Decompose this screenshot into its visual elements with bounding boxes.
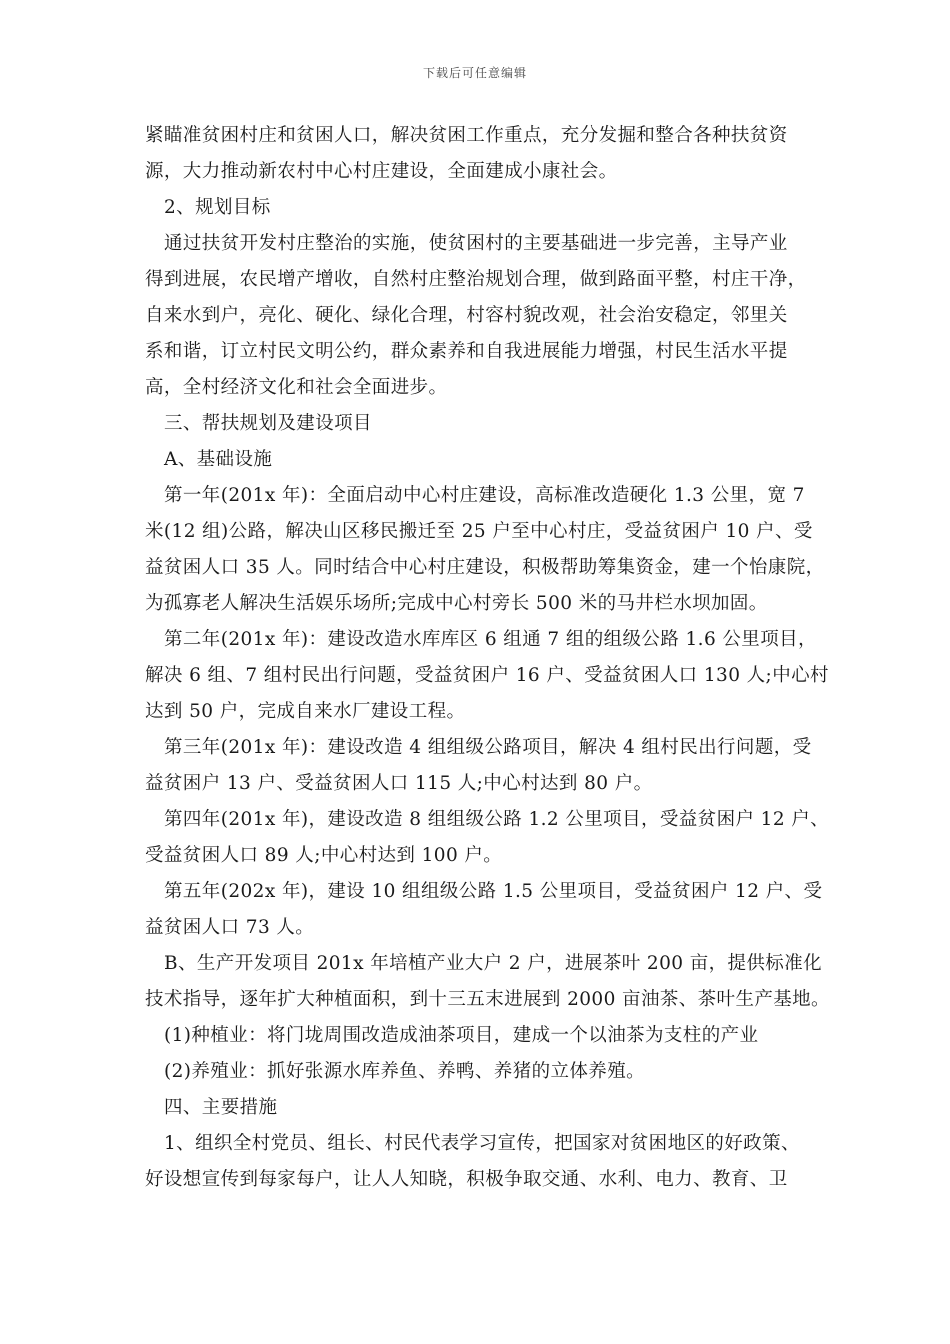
text-line: A、基础设施 — [164, 449, 273, 470]
text-line: 为孤寡老人解决生活娱乐场所;完成中心村旁长 500 米的马井栏水坝加固。 — [145, 593, 768, 614]
text-line: 解决 6 组、7 组村民出行问题，受益贫困户 16 户、受益贫困人口 130 人;中心村 — [145, 665, 829, 686]
text-line: 好设想宣传到每家每户，让人人知晓，积极争取交通、水利、电力、教育、卫 — [145, 1169, 788, 1190]
text-line: 益贫困人口 73 人。 — [145, 917, 315, 938]
text-line: 米(12 组)公路，解决山区移民搬迁至 25 户至中心村庄，受益贫困户 10 户、受 — [145, 521, 813, 542]
text-line: (2)养殖业：抓好张源水库养鱼、养鸭、养猪的立体养殖。 — [164, 1061, 646, 1082]
text-line: (1)种植业：将门垅周围改造成油茶项目，建成一个以油茶为支柱的产业 — [164, 1025, 759, 1046]
text-line: 自来水到户，亮化、硬化、绿化合理，村容村貌改观，社会治安稳定，邻里关 — [145, 305, 788, 326]
text-line: 源，大力推动新农村中心村庄建设，全面建成小康社会。 — [145, 161, 618, 182]
text-line: 达到 50 户，完成自来水厂建设工程。 — [145, 701, 466, 722]
text-line: 紧瞄准贫困村庄和贫困人口，解决贫困工作重点，充分发掘和整合各种扶贫资 — [145, 125, 788, 146]
text-line: 第三年(201x 年)：建设改造 4 组组级公路项目，解决 4 组村民出行问题，受 — [164, 737, 812, 758]
text-line: 三、帮扶规划及建设项目 — [164, 413, 372, 434]
document-body — [145, 118, 830, 1198]
text-line: 通过扶贫开发村庄整治的实施，使贫困村的主要基础进一步完善，主导产业 — [164, 233, 788, 254]
page-header: 下载后可任意编辑 — [422, 66, 527, 80]
text-line: 系和谐，订立村民文明公约，群众素养和自我进展能力增强，村民生活水平提 — [145, 341, 788, 362]
text-line: 第四年(201x 年)，建设改造 8 组组级公路 1.2 公里项目，受益贫困户 12 户、 — [164, 809, 830, 830]
text-line: 第一年(201x 年)：全面启动中心村庄建设，高标准改造硬化 1.3 公里，宽 7 — [164, 485, 805, 506]
text-line: 2、规划目标 — [164, 197, 271, 218]
text-line: 益贫困户 13 户、受益贫困人口 115 人;中心村达到 80 户。 — [145, 773, 653, 794]
text-line: 1、组织全村党员、组长、村民代表学习宣传，把国家对贫困地区的好政策、 — [164, 1133, 800, 1154]
text-line: 受益贫困人口 89 人;中心村达到 100 户。 — [145, 845, 503, 866]
text-line: 第五年(202x 年)，建设 10 组组级公路 1.5 公里项目，受益贫困户 12 户、受 — [164, 881, 823, 902]
text-line: 技术指导，逐年扩大种植面积，到十三五末进展到 2000 亩油茶、茶叶生产基地。 — [145, 989, 830, 1010]
text-line: B、生产开发项目 201x 年培植产业大户 2 户，进展茶叶 200 亩，提供标准化 — [164, 953, 823, 974]
text-line: 第二年(201x 年)：建设改造水库库区 6 组通 7 组的组级公路 1.6 公里项目， — [164, 629, 817, 650]
text-line: 得到进展，农民增产增收，自然村庄整治规划合理，做到路面平整，村庄干净， — [145, 269, 807, 290]
text-line: 益贫困人口 35 人。同时结合中心村庄建设，积极帮助筹集资金，建一个怡康院， — [145, 557, 825, 578]
text-line: 高，全村经济文化和社会全面进步。 — [145, 377, 448, 398]
text-line: 四、主要措施 — [164, 1097, 278, 1118]
